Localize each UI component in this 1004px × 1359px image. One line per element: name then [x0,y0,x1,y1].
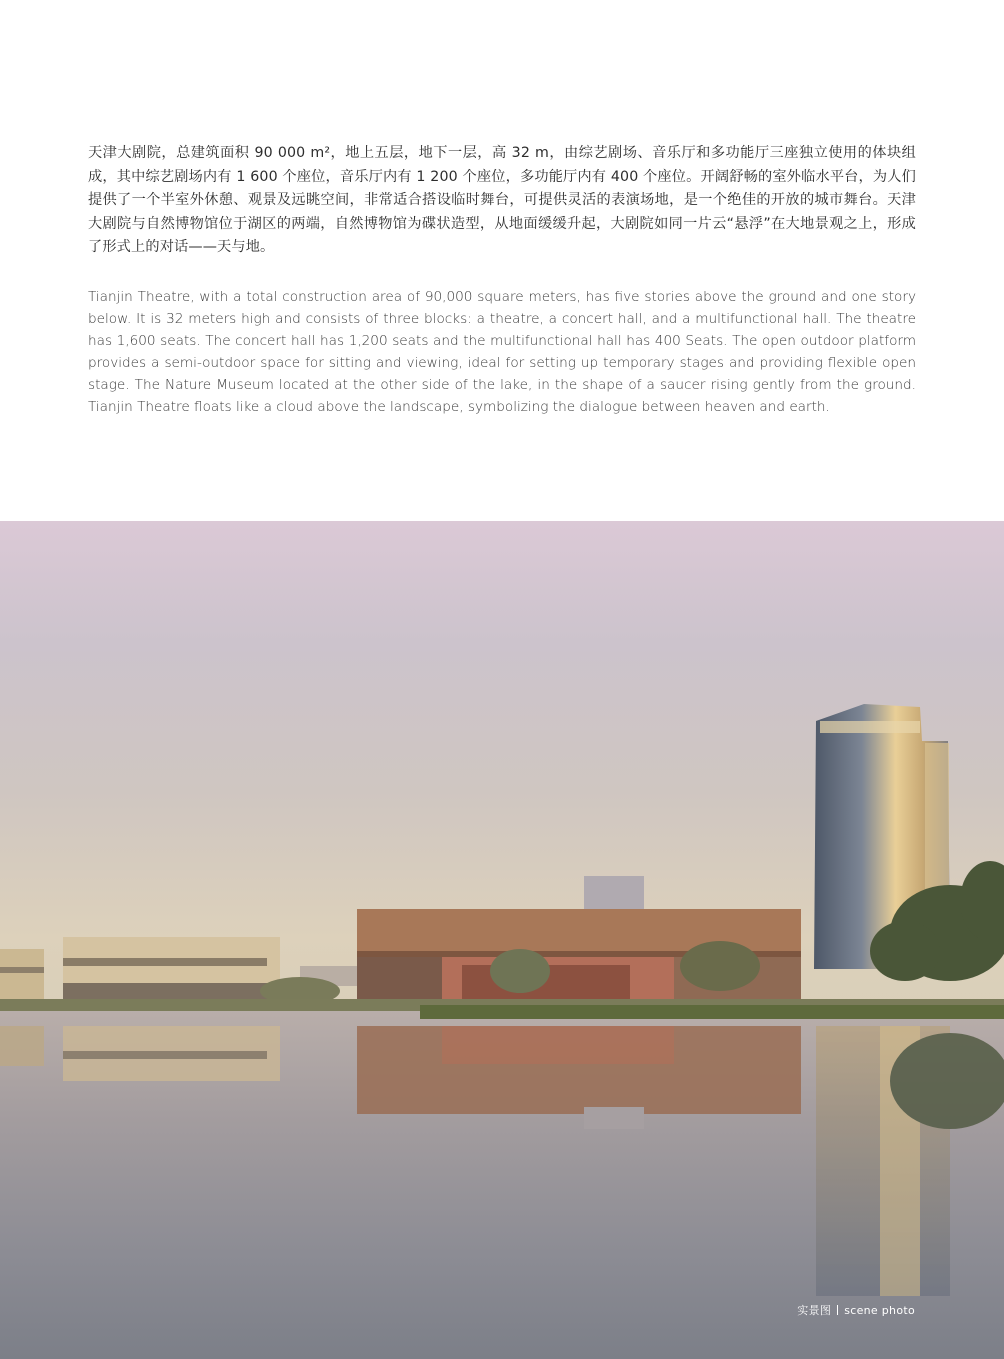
chinese-paragraph: 天津大剧院，总建筑面积 90 000 m²，地上五层，地下一层，高 32 m，由综艺剧场、音乐厅和多功能厅三座独立使用的体块组成，其中综艺剧场内有 1 600 个座位，音乐厅内有 1 200 个座位，多功能厅内有 400 个座位。开阔舒畅的室外临水平台，为人们提供了一个半室外休憩、观景及远眺空间，非常适合搭设临时舞台，可提供灵活的表演场地，是一个绝佳的开放的城市舞台。天津大剧院与自然博物馆位于湖区的两端，自然博物馆为碟状造型，从地面缓缓升起，大剧院如同一片云“悬浮”在大地景观之上，形成了形式上的对话——天与地。 [88,145,916,256]
concert-hall [63,937,280,1003]
english-paragraph: Tianjin Theatre, with a total construction area of 90,000 square meters, has five stories above the ground and one story below. It is 32 meters high and consists of three blocks: a theatre, a concert hall, and a multifunctional hall. The theatre has 1,600 seats. The concert hall has 1,200 seats and the multifunctional hall has 400 Seats. The open outdoor platform provides a semi-outdoor space for sitting and viewing, ideal for setting up temporary stages and providing flexible open stage. The Nature Museum located at the other side of the lake, in the shape of a saucer rising gently from the ground. Tianjin Theatre floats like a cloud above the landscape, symbolizing the dialogue between heaven and earth. [88,288,916,415]
photo-caption [797,1302,915,1318]
caption-cn: 实景图 [797,1304,832,1317]
caption-divider [837,1305,838,1315]
article-text [88,142,916,418]
scene-photo [0,521,1004,1359]
left-building [0,949,44,1001]
distant-building [584,876,644,911]
caption-en: scene photo [844,1304,915,1317]
